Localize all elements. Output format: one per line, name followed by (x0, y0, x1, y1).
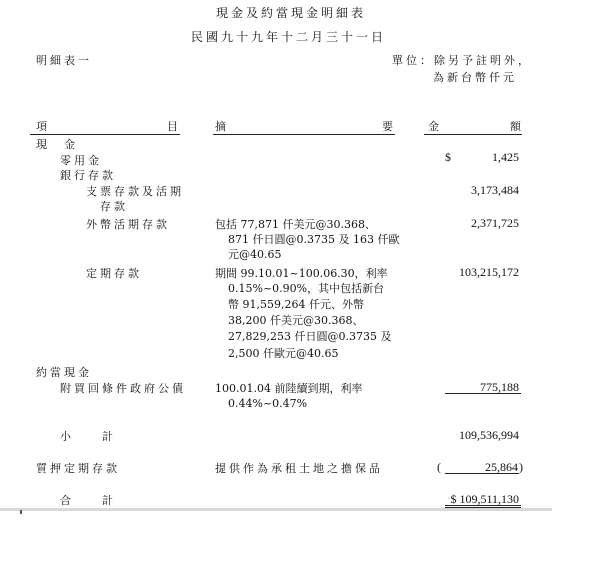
row-fx-desc-line2: 871 仟日圓@0.3735 及 163 仟歐 (228, 233, 400, 246)
row-repo-desc-line1: 100.01.04 前陸續到期，利率 (215, 382, 363, 395)
row-time-desc-line2: 0.15%~0.90%，其中包括新台 (228, 282, 385, 295)
col-amount-left: 金 (428, 120, 439, 133)
col-desc-left: 摘 (215, 120, 226, 133)
row-petty-cash-label: 零用金 (60, 154, 102, 167)
header-rule-item (30, 134, 180, 135)
col-item-right: 目 (167, 120, 178, 133)
row-fx-desc-line1: 包括 77,871 仟美元@30.368、 (215, 218, 376, 231)
row-pledged-close-paren: ) (519, 460, 523, 474)
row-repo-desc-line2: 0.44%~0.47% (228, 397, 308, 410)
unit-note-line1: 單位：除另予註明外， (392, 54, 532, 67)
unit-note-line2: 為新台幣仟元 (433, 71, 517, 84)
page-title: 現金及約當現金明細表 (216, 6, 367, 20)
report-date: 民國九十九年十二月三十一日 (191, 30, 387, 44)
row-pledged-open-paren: ( (437, 460, 441, 474)
row-total-label: 合 計 (60, 494, 116, 507)
page-bottom-edge (0, 508, 552, 511)
pledged-underline (445, 473, 519, 474)
row-checking-label-line1: 支票存款及活期 (86, 185, 184, 198)
row-subtotal-amount: 109,536,994 (459, 428, 519, 442)
row-time-deposit-amount: 103,215,172 (459, 265, 519, 279)
row-time-desc-line4: 38,200 仟美元@30.368、 (228, 314, 364, 327)
col-item-left: 項 (36, 120, 47, 133)
total-double-underline-1 (445, 505, 521, 506)
row-petty-cash-dollar: $ (445, 150, 451, 164)
row-checking-amount: 3,173,484 (471, 183, 519, 197)
row-repo-amount: 775,188 (480, 380, 519, 394)
row-cash-label: 現 金 (36, 138, 78, 151)
repo-underline (445, 393, 521, 394)
row-repo-label: 附買回條件政府公債 (60, 382, 186, 395)
row-time-desc-line3: 幣 91,559,264 仟元、外幣 (228, 298, 364, 311)
row-subtotal-label: 小 計 (60, 430, 116, 443)
col-amount-right: 額 (510, 120, 521, 133)
row-cash-equivalents-label: 約當現金 (36, 366, 92, 379)
row-time-desc-line5: 27,829,253 仟日圓@0.3735 及 (228, 330, 392, 343)
edge-tick (20, 510, 22, 514)
col-desc-right: 要 (382, 120, 393, 133)
row-fx-label: 外幣活期存款 (86, 218, 170, 231)
row-total-amount: $ 109,511,130 (450, 492, 519, 506)
row-pledged-desc: 提供作為承租土地之擔保品 (215, 462, 383, 475)
row-petty-cash-amount: 1,425 (492, 150, 519, 164)
row-pledged-label: 質押定期存款 (36, 462, 120, 475)
header-rule-desc (213, 134, 395, 135)
row-fx-amount: 2,371,725 (471, 216, 519, 230)
row-checking-label-line2: 存款 (100, 200, 128, 213)
header-rule-amount (424, 134, 522, 135)
row-fx-desc-line3: 元@40.65 (228, 248, 282, 261)
row-time-desc-line1: 期間 99.10.01~100.06.30，利率 (215, 267, 388, 280)
row-time-deposit-label: 定期存款 (86, 267, 142, 280)
row-bank-deposits-label: 銀行存款 (60, 169, 116, 182)
row-pledged-amount: 25,864 (485, 460, 518, 474)
table-number: 明細表一 (36, 54, 92, 67)
row-time-desc-line6: 2,500 仟歐元@40.65 (228, 347, 339, 360)
